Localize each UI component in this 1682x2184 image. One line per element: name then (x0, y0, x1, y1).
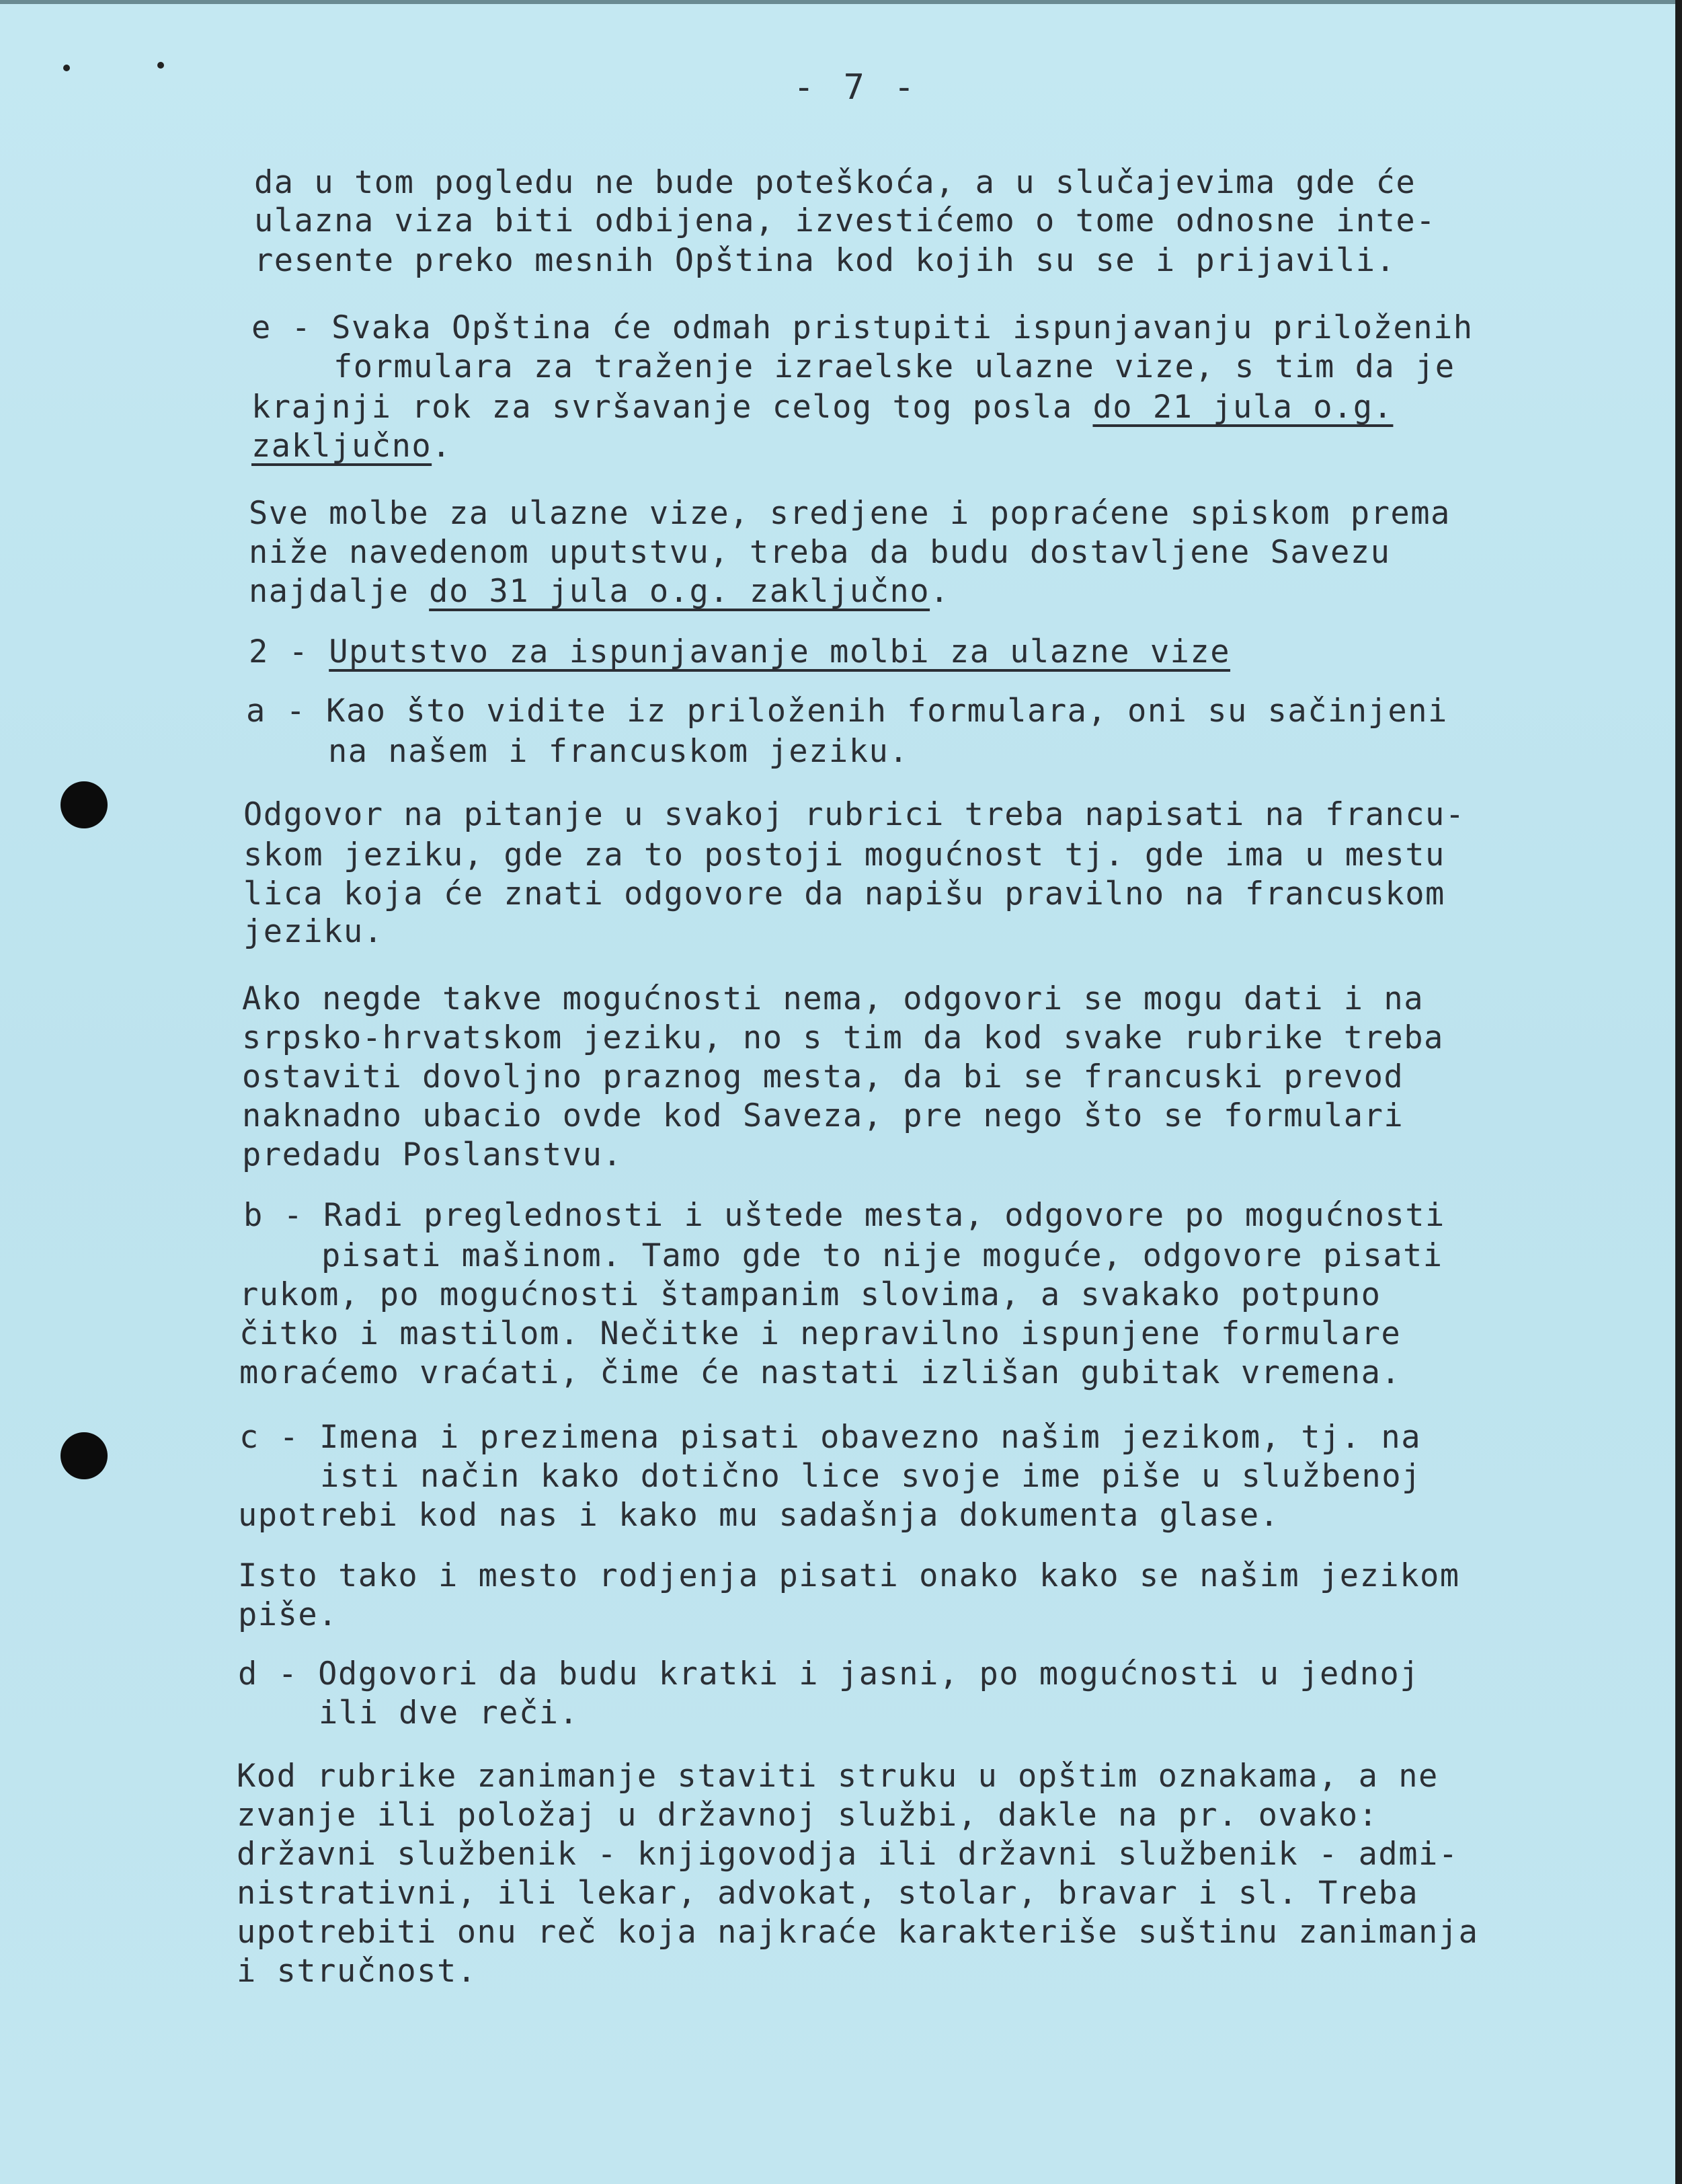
page-number: - 7 - (793, 67, 919, 108)
text-line: ili dve reči. (319, 1694, 579, 1731)
text-line: formulara za traženje izraelske ulazne vize, s tim da je (333, 348, 1455, 385)
scan-speck (63, 65, 70, 71)
text-segment: najdalje (249, 573, 409, 610)
text-segment: . (432, 428, 452, 465)
punch-hole-icon (61, 1432, 108, 1479)
section-number: 2 - (249, 633, 329, 670)
text-line: isti način kako dotično lice svoje ime piše u službenoj (320, 1458, 1422, 1495)
text-line: upotrebiti onu reč koja najkraće karakteriše suštinu zanimanja (237, 1914, 1479, 1951)
text-line: d - Odgovori da budu kratki i jasni, po mogućnosti u jednoj (238, 1655, 1420, 1692)
text-line: da u tom pogledu ne bude poteškoća, a u slučajevima gde će (254, 164, 1416, 201)
text-line: Odgovor na pitanje u svakoj rubrici treba napisati na francu- (243, 796, 1466, 833)
deadline-date: do 31 jula o.g. zaključno (429, 573, 930, 610)
text-line (249, 573, 950, 610)
text-line: b - Radi preglednosti i uštede mesta, odgovore po mogućnosti (243, 1197, 1445, 1234)
text-line: ulazna viza biti odbijena, izvestićemo o tome odnosne inte- (254, 202, 1436, 239)
section-title: Uputstvo za ispunjavanje molbi za ulazne vize (329, 633, 1231, 670)
text-line: naknadno ubacio ovde kod Saveza, pre nego što se formulari (242, 1097, 1404, 1134)
scan-right-edge (1675, 0, 1682, 2184)
text-line: srpsko-hrvatskom jeziku, no s tim da kod svake rubrike treba (242, 1019, 1444, 1056)
text-line: jeziku. (243, 913, 384, 950)
text-line: Sve molbe za ulazne vize, sredjene i popraćene spiskom prema (249, 495, 1451, 532)
text-line: rukom, po mogućnosti štampanim slovima, a svakako potpuno (239, 1276, 1381, 1313)
section-heading (249, 633, 1231, 670)
text-line: resente preko mesnih Opština kod kojih su se i prijavili. (254, 242, 1396, 279)
text-line: upotrebi kod nas i kako mu sadašnja dokumenta glase. (238, 1497, 1280, 1534)
text-line: e - Svaka Opština će odmah pristupiti ispunjavanju priloženih (251, 309, 1474, 346)
text-line: Kod rubrike zanimanje staviti struku u opštim oznakama, a ne (237, 1758, 1439, 1795)
text-line: piše. (238, 1596, 338, 1633)
text-line: i stručnost. (237, 1953, 477, 1990)
punch-hole-icon (61, 781, 108, 828)
text-line: državni službenik - knjigovodja ili državni službenik - admi- (237, 1836, 1459, 1873)
text-line (251, 389, 1394, 426)
text-line: skom jeziku, gde za to postoji mogućnost tj. gde ima u mestu (243, 836, 1445, 873)
deadline-date: do 21 jula o.g. (1092, 389, 1394, 426)
text-line: moraćemo vraćati, čime će nastati izlišan gubitak vremena. (239, 1354, 1402, 1391)
scan-speck (157, 62, 164, 69)
text-line: pisati mašinom. Tamo gde to nije moguće, odgovore pisati (321, 1237, 1443, 1274)
scan-top-edge (0, 0, 1682, 4)
text-line: čitko i mastilom. Nečitke i nepravilno ispunjene formulare (239, 1315, 1402, 1352)
text-line: Isto tako i mesto rodjenja pisati onako kako se našim jezikom (238, 1557, 1460, 1594)
text-line: na našem i francuskom jeziku. (328, 733, 910, 770)
text-line: zvanje ili položaj u državnoj službi, dakle na pr. ovako: (237, 1797, 1379, 1834)
text-segment: krajnji rok za svršavanje celog tog posla (251, 389, 1073, 426)
text-line: ostaviti dovoljno praznog mesta, da bi se francuski prevod (242, 1058, 1404, 1095)
text-line: predadu Poslanstvu. (242, 1136, 623, 1173)
text-line: c - Imena i prezimena pisati obavezno našim jezikom, tj. na (239, 1419, 1421, 1456)
text-line: niže navedenom uputstvu, treba da budu dostavljene Savezu (249, 534, 1391, 571)
text-line: Ako negde takve mogućnosti nema, odgovori se mogu dati i na (242, 980, 1424, 1017)
deadline-qualifier: zaključno (251, 428, 432, 465)
text-segment: . (930, 573, 950, 610)
text-line: lica koja će znati odgovore da napišu pravilno na francuskom (243, 875, 1445, 912)
text-line (251, 428, 452, 465)
text-line: a - Kao što vidite iz priloženih formulara, oni su sačinjeni (246, 693, 1448, 730)
text-line: nistrativni, ili lekar, advokat, stolar, bravar i sl. Treba (237, 1875, 1418, 1912)
